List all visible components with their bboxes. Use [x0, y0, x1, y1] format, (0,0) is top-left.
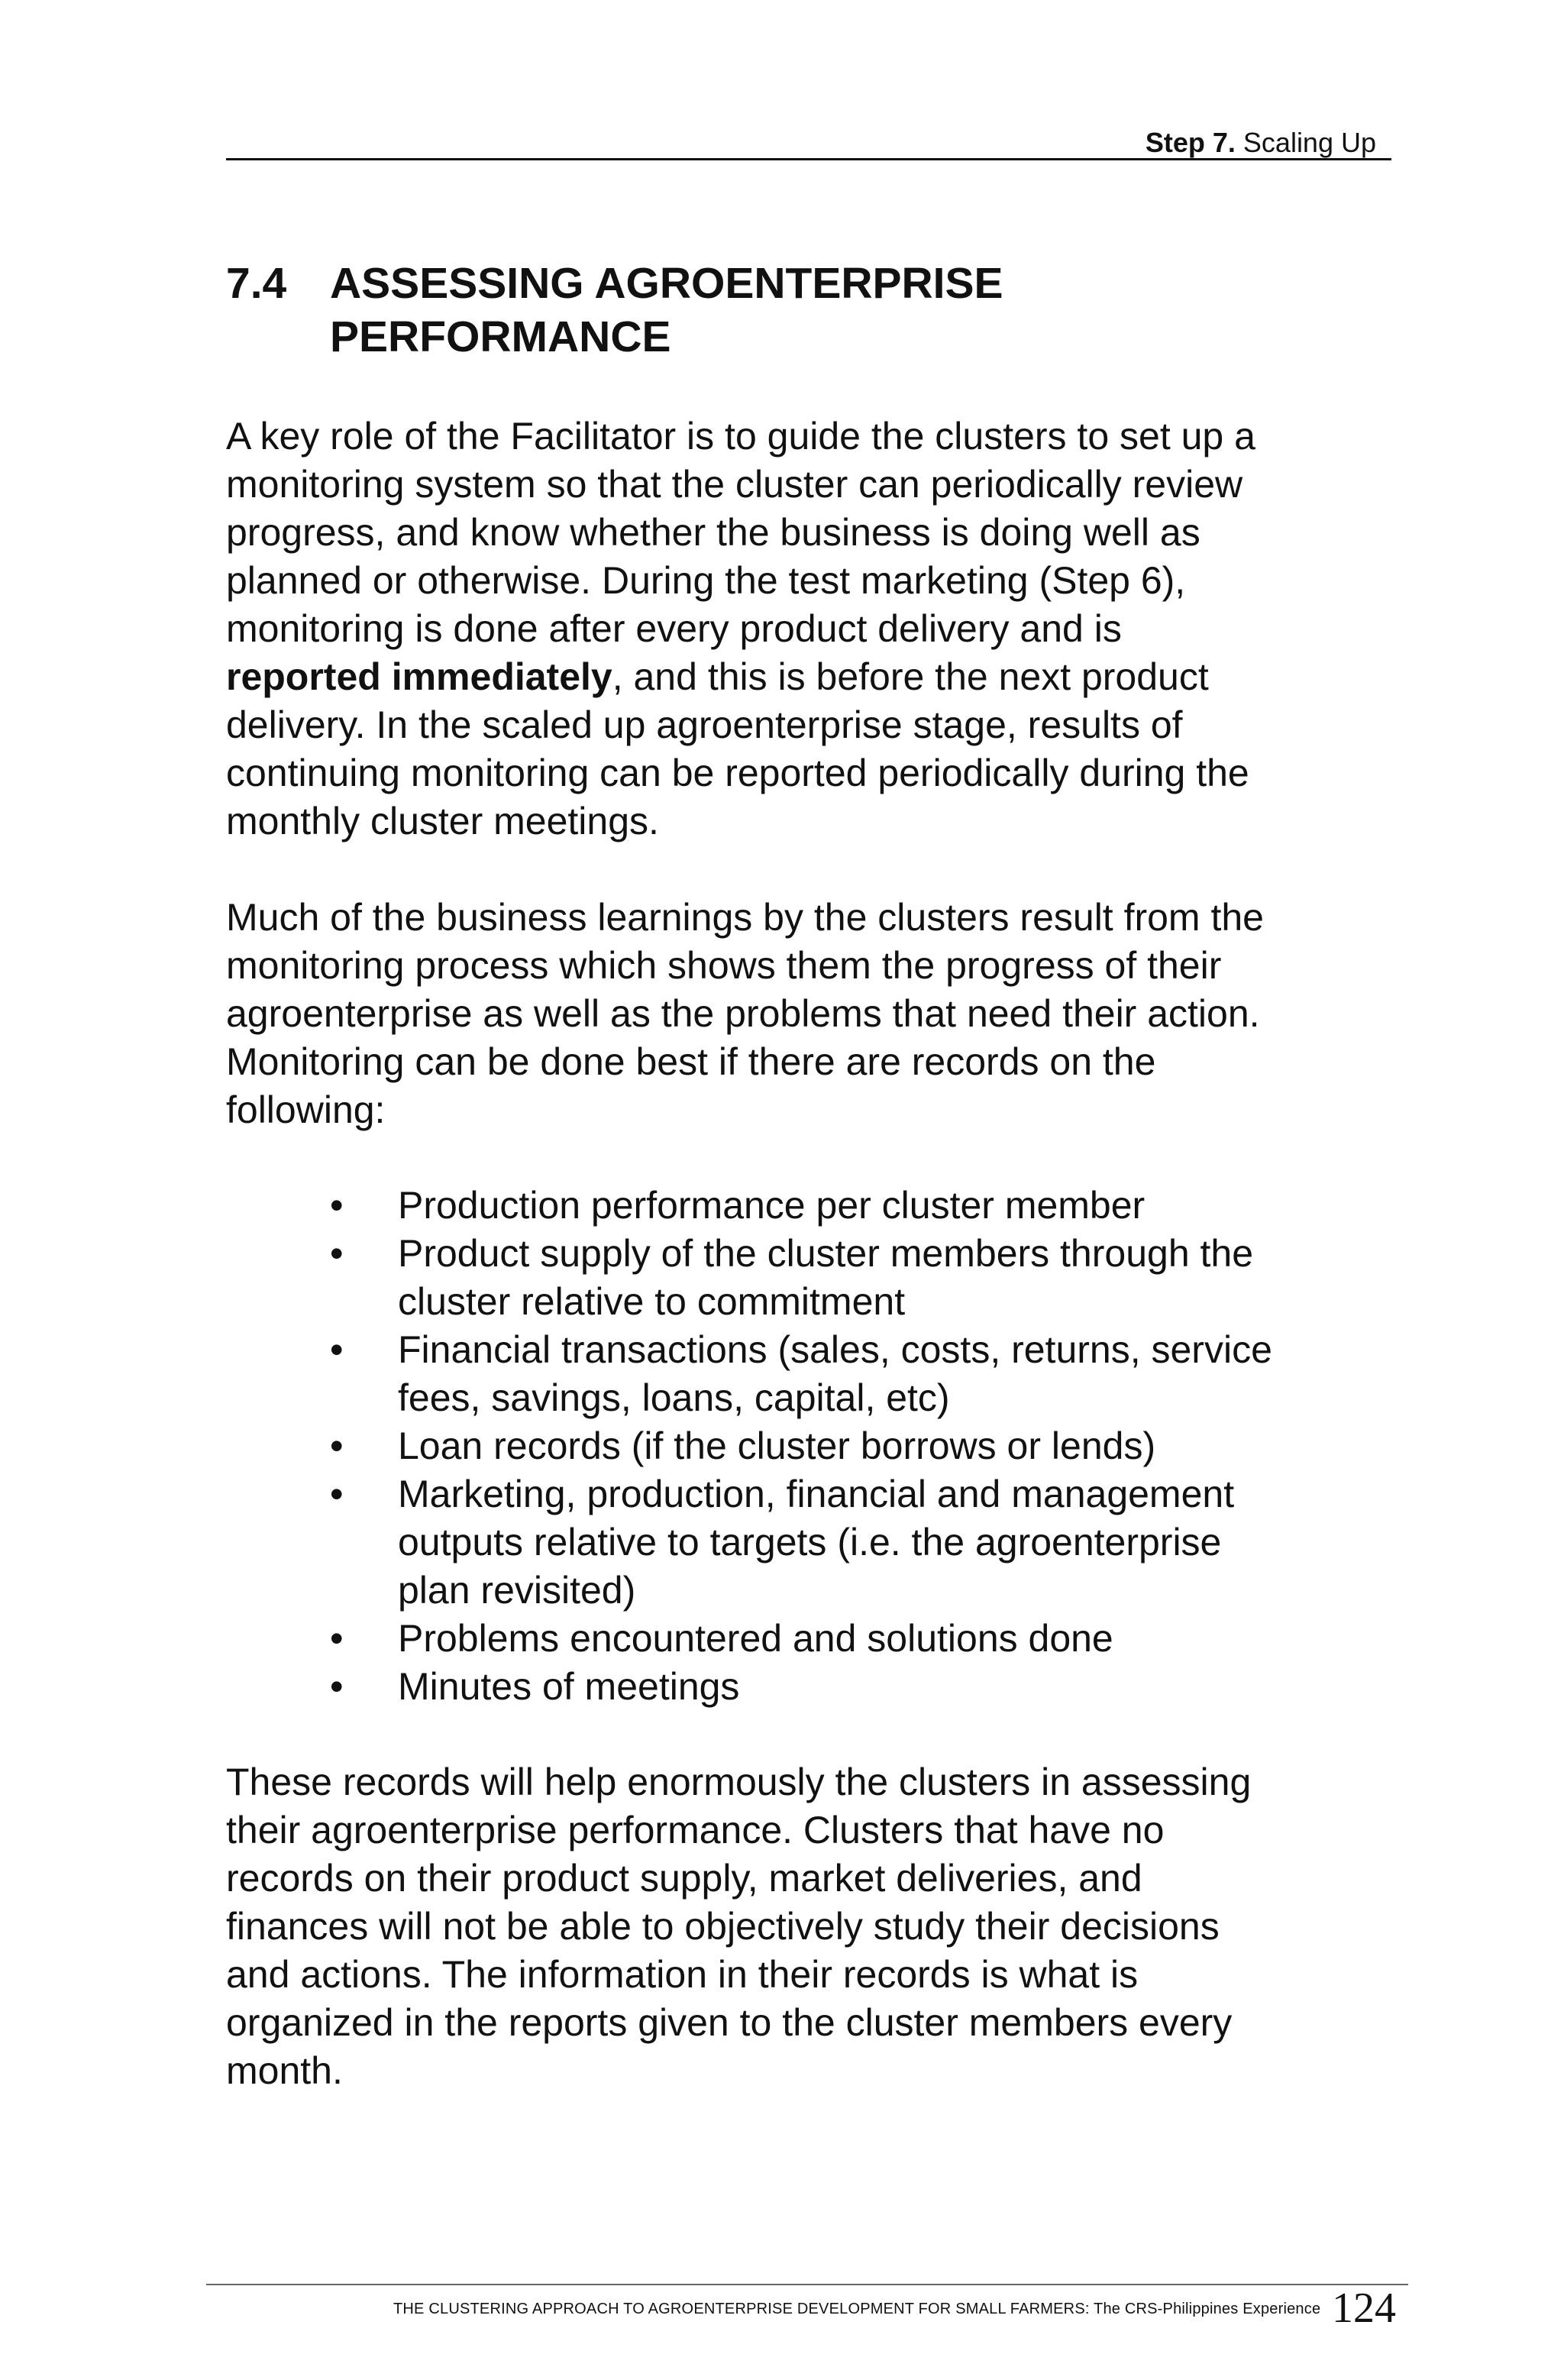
paragraph-line: planned or otherwise. During the test marketing (Step 6), — [226, 559, 1186, 602]
paragraph-line: month. — [226, 2049, 343, 2092]
emphasis-text: reported immediately — [226, 655, 612, 698]
paragraph-line: monthly cluster meetings. — [226, 800, 659, 842]
records-list — [226, 1182, 1417, 1711]
paragraph-line: progress, and know whether the business is doing well as — [226, 511, 1200, 554]
list-item-text: Minutes of meetings — [398, 1665, 740, 1708]
section-title-line-1: ASSESSING AGROENTERPRISE — [330, 259, 1003, 308]
list-item-text: Problems encountered and solutions done — [398, 1617, 1113, 1660]
list-item — [226, 1230, 1417, 1326]
bullet-icon: • — [330, 1328, 344, 1371]
list-item — [226, 1663, 1417, 1711]
paragraph-line: their agroenterprise performance. Clusters that have no — [226, 1809, 1165, 1851]
list-item-text: cluster relative to commitment — [398, 1280, 906, 1323]
list-item-text: outputs relative to targets (i.e. the agroenterprise — [398, 1521, 1222, 1563]
list-item-text: Production performance per cluster member — [398, 1184, 1146, 1227]
bullet-icon: • — [330, 1473, 344, 1515]
list-item-text: Product supply of the cluster members through the — [398, 1232, 1254, 1275]
paragraph-monitoring — [226, 894, 1417, 1134]
header-step-label: Step 7. — [1145, 127, 1236, 158]
list-item-text: Loan records (if the cluster borrows or lends) — [398, 1424, 1156, 1467]
paragraph-line: monitoring system so that the cluster can periodically review — [226, 463, 1243, 506]
paragraph-line: organized in the reports given to the cluster members every — [226, 2001, 1233, 2044]
paragraph-intro — [226, 412, 1417, 846]
list-item-text: Financial transactions (sales, costs, returns, service — [398, 1328, 1272, 1371]
list-item — [226, 1615, 1417, 1663]
paragraph-line: records on their product supply, market deliveries, and — [226, 1857, 1142, 1900]
paragraph-line: monitoring is done after every product delivery and is — [226, 607, 1122, 650]
page-number: 124 — [1332, 2285, 1396, 2332]
bullet-icon: • — [330, 1184, 344, 1227]
list-item-text: plan revisited) — [398, 1569, 636, 1612]
section-title — [330, 257, 1170, 364]
bullet-icon: • — [330, 1424, 344, 1467]
list-item — [226, 1470, 1417, 1615]
list-item — [226, 1326, 1417, 1422]
paragraph-line: agroenterprise as well as the problems that need their action. — [226, 992, 1260, 1035]
paragraph-line: monitoring process which shows them the progress of their — [226, 944, 1222, 987]
paragraph-line: finances will not be able to objectively study their decisions — [226, 1905, 1220, 1948]
header-text — [1146, 129, 1376, 157]
list-item-text: fees, savings, loans, capital, etc) — [398, 1376, 950, 1419]
paragraph-line: delivery. In the scaled up agroenterprise stage, results of — [226, 703, 1183, 746]
footer-divider — [206, 2284, 1408, 2285]
paragraph-line: continuing monitoring can be reported periodically during the — [226, 752, 1249, 794]
paragraph-line: , and this is before the next product — [612, 655, 1209, 698]
section-title-line-2: PERFORMANCE — [330, 312, 671, 361]
paragraph-records — [226, 1758, 1417, 2095]
footer-book-title: THE CLUSTERING APPROACH TO AGROENTERPRISE DEVELOPMENT FOR SMALL FARMERS: The CRS-Philippines Experience — [393, 2301, 1321, 2317]
bullet-icon: • — [330, 1617, 344, 1660]
bullet-icon: • — [330, 1665, 344, 1708]
paragraph-line: Much of the business learnings by the clusters result from the — [226, 896, 1264, 939]
header-step-title: Scaling Up — [1242, 127, 1376, 158]
paragraph-line: Monitoring can be done best if there are records on the — [226, 1040, 1156, 1083]
list-item-text: Marketing, production, financial and management — [398, 1473, 1235, 1515]
running-header — [226, 118, 1391, 160]
section-heading — [226, 257, 1402, 364]
paragraph-line: and actions. The information in their records is what is — [226, 1953, 1139, 1996]
bullet-icon: • — [330, 1232, 344, 1275]
list-item — [226, 1422, 1417, 1470]
paragraph-line: A key role of the Facilitator is to guide the clusters to set up a — [226, 415, 1255, 458]
section-number: 7.4 — [226, 259, 287, 308]
list-item — [226, 1182, 1417, 1230]
paragraph-line: following: — [226, 1088, 386, 1131]
paragraph-line: These records will help enormously the clusters in assessing — [226, 1761, 1252, 1803]
